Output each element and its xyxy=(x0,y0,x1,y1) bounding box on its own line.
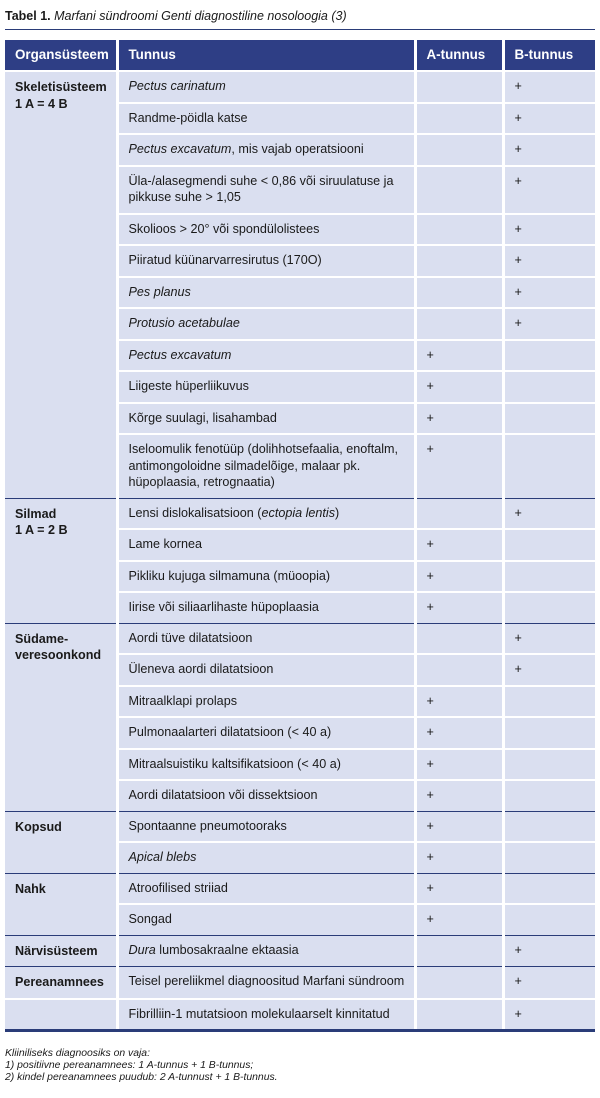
sign-cell: Pectus carinatum xyxy=(117,71,415,103)
sign-cell: Aordi dilatatsioon või dissektsioon xyxy=(117,780,415,811)
a-mark: + xyxy=(415,340,503,372)
sign-cell: Teisel pereliikmel diagnoositud Marfani sündroom xyxy=(117,967,415,999)
a-cell xyxy=(415,71,503,103)
organ-family: Pereanamnees xyxy=(5,967,117,999)
b-cell xyxy=(503,686,595,718)
a-mark: + xyxy=(415,749,503,781)
organ-cardiovascular: Südame- veresoonkond xyxy=(5,623,117,811)
b-mark: + xyxy=(503,935,595,967)
a-cell xyxy=(415,308,503,340)
caption-label: Tabel 1. xyxy=(5,9,51,23)
organ-eyes: Silmad 1 A = 2 B xyxy=(5,498,117,623)
b-mark: + xyxy=(503,134,595,166)
sign-cell: Aordi tüve dilatatsioon xyxy=(117,623,415,654)
b-cell xyxy=(503,904,595,935)
sign-cell: Pectus excavatum, mis vajab operatsiooni xyxy=(117,134,415,166)
b-cell xyxy=(503,811,595,842)
b-mark: + xyxy=(503,245,595,277)
header-sign: Tunnus xyxy=(117,40,415,71)
a-mark: + xyxy=(415,811,503,842)
b-cell xyxy=(503,780,595,811)
caption-text: Marfani sündroomi Genti diagnostiline nosoloogia (3) xyxy=(54,9,347,23)
sign-cell: Kõrge suulagi, lisahambad xyxy=(117,403,415,435)
sign-cell: Üleneva aordi dilatatsioon xyxy=(117,654,415,686)
sign-cell: Pes planus xyxy=(117,277,415,309)
sign-cell: Skolioos > 20° või spondülolistees xyxy=(117,214,415,246)
sign-cell: Atroofilised striiad xyxy=(117,873,415,904)
table-row xyxy=(5,999,595,1031)
sign-cell: Pectus excavatum xyxy=(117,340,415,372)
a-cell xyxy=(415,967,503,999)
b-mark: + xyxy=(503,103,595,135)
a-cell xyxy=(415,498,503,529)
organ-family-cont xyxy=(5,999,117,1031)
a-mark: + xyxy=(415,434,503,498)
a-mark: + xyxy=(415,403,503,435)
b-mark: + xyxy=(503,498,595,529)
a-mark: + xyxy=(415,592,503,623)
b-cell xyxy=(503,592,595,623)
header-a: A-tunnus xyxy=(415,40,503,71)
b-cell xyxy=(503,529,595,561)
table-footnote xyxy=(5,1048,278,1084)
a-cell xyxy=(415,166,503,214)
header-b: B-tunnus xyxy=(503,40,595,71)
a-mark: + xyxy=(415,686,503,718)
sign-cell: Randme-pöidla katse xyxy=(117,103,415,135)
a-mark: + xyxy=(415,561,503,593)
table-row xyxy=(5,623,595,654)
sign-cell: Lensi dislokalisatsioon (ectopia lentis) xyxy=(117,498,415,529)
caption-divider xyxy=(5,29,595,30)
table-row xyxy=(5,967,595,999)
a-mark: + xyxy=(415,780,503,811)
sign-cell: Pikliku kujuga silmamuna (müoopia) xyxy=(117,561,415,593)
sign-cell: Liigeste hüperliikuvus xyxy=(117,371,415,403)
b-mark: + xyxy=(503,214,595,246)
a-mark: + xyxy=(415,904,503,935)
sign-cell: Apical blebs xyxy=(117,842,415,873)
table-row xyxy=(5,498,595,529)
table-row xyxy=(5,71,595,103)
sign-cell: Protusio acetabulae xyxy=(117,308,415,340)
sign-cell: Songad xyxy=(117,904,415,935)
sign-cell: Dura lumbosakraalne ektaasia xyxy=(117,935,415,967)
sign-cell: Piiratud küünarvarresirutus (170O) xyxy=(117,245,415,277)
footnote-line-2: 1) positiivne pereanamnees: 1 A-tunnus + 1 B-tunnus; xyxy=(5,1060,254,1071)
a-mark: + xyxy=(415,717,503,749)
table-caption xyxy=(5,9,347,23)
a-cell xyxy=(415,935,503,967)
b-cell xyxy=(503,873,595,904)
sign-cell: Fibrilliin-1 mutatsioon molekulaarselt kinnitatud xyxy=(117,999,415,1031)
sign-cell: Mitraalsuistiku kaltsifikatsioon (< 40 a) xyxy=(117,749,415,781)
sign-cell: Pulmonaalarteri dilatatsioon (< 40 a) xyxy=(117,717,415,749)
b-cell xyxy=(503,403,595,435)
b-mark: + xyxy=(503,967,595,999)
sign-cell: Spontaanne pneumotooraks xyxy=(117,811,415,842)
b-cell xyxy=(503,340,595,372)
b-cell xyxy=(503,371,595,403)
b-mark: + xyxy=(503,999,595,1031)
a-mark: + xyxy=(415,371,503,403)
a-mark: + xyxy=(415,873,503,904)
sign-cell: Mitraalklapi prolaps xyxy=(117,686,415,718)
b-mark: + xyxy=(503,623,595,654)
a-cell xyxy=(415,214,503,246)
organ-skin: Nahk xyxy=(5,873,117,935)
header-organ: Organsüsteem xyxy=(5,40,117,71)
b-mark: + xyxy=(503,308,595,340)
b-mark: + xyxy=(503,166,595,214)
b-cell xyxy=(503,434,595,498)
footnote-line-3: 2) kindel pereanamnees puudub: 2 A-tunnust + 1 B-tunnus. xyxy=(5,1072,278,1083)
b-cell xyxy=(503,717,595,749)
b-cell xyxy=(503,749,595,781)
a-cell xyxy=(415,654,503,686)
b-cell xyxy=(503,842,595,873)
b-cell xyxy=(503,561,595,593)
table-row xyxy=(5,873,595,904)
organ-lungs: Kopsud xyxy=(5,811,117,873)
a-mark: + xyxy=(415,529,503,561)
footnote-line-1: Kliiniliseks diagnoosiks on vaja: xyxy=(5,1048,150,1059)
sign-cell: Üla-/alasegmendi suhe < 0,86 või siruulatuse ja pikkuse suhe > 1,05 xyxy=(117,166,415,214)
a-cell xyxy=(415,103,503,135)
b-mark: + xyxy=(503,277,595,309)
sign-cell: Iseloomulik fenotüüp (dolihhotsefaalia, enoftalm, antimongoloidne silmadelõige, malaar pk. hüpoplaasia, retrognaatia) xyxy=(117,434,415,498)
table-row xyxy=(5,811,595,842)
a-cell xyxy=(415,999,503,1031)
organ-skeletal: Skeletisüsteem 1 A = 4 B xyxy=(5,71,117,498)
b-mark: + xyxy=(503,71,595,103)
a-cell xyxy=(415,245,503,277)
a-cell xyxy=(415,134,503,166)
table-header-row xyxy=(5,40,595,71)
sign-cell: Iirise või siliaarlihaste hüpoplaasia xyxy=(117,592,415,623)
a-cell xyxy=(415,623,503,654)
nosology-table xyxy=(5,40,595,1032)
a-mark: + xyxy=(415,842,503,873)
organ-nervous: Närvisüsteem xyxy=(5,935,117,967)
sign-cell: Lame kornea xyxy=(117,529,415,561)
b-mark: + xyxy=(503,654,595,686)
table-row xyxy=(5,935,595,967)
a-cell xyxy=(415,277,503,309)
